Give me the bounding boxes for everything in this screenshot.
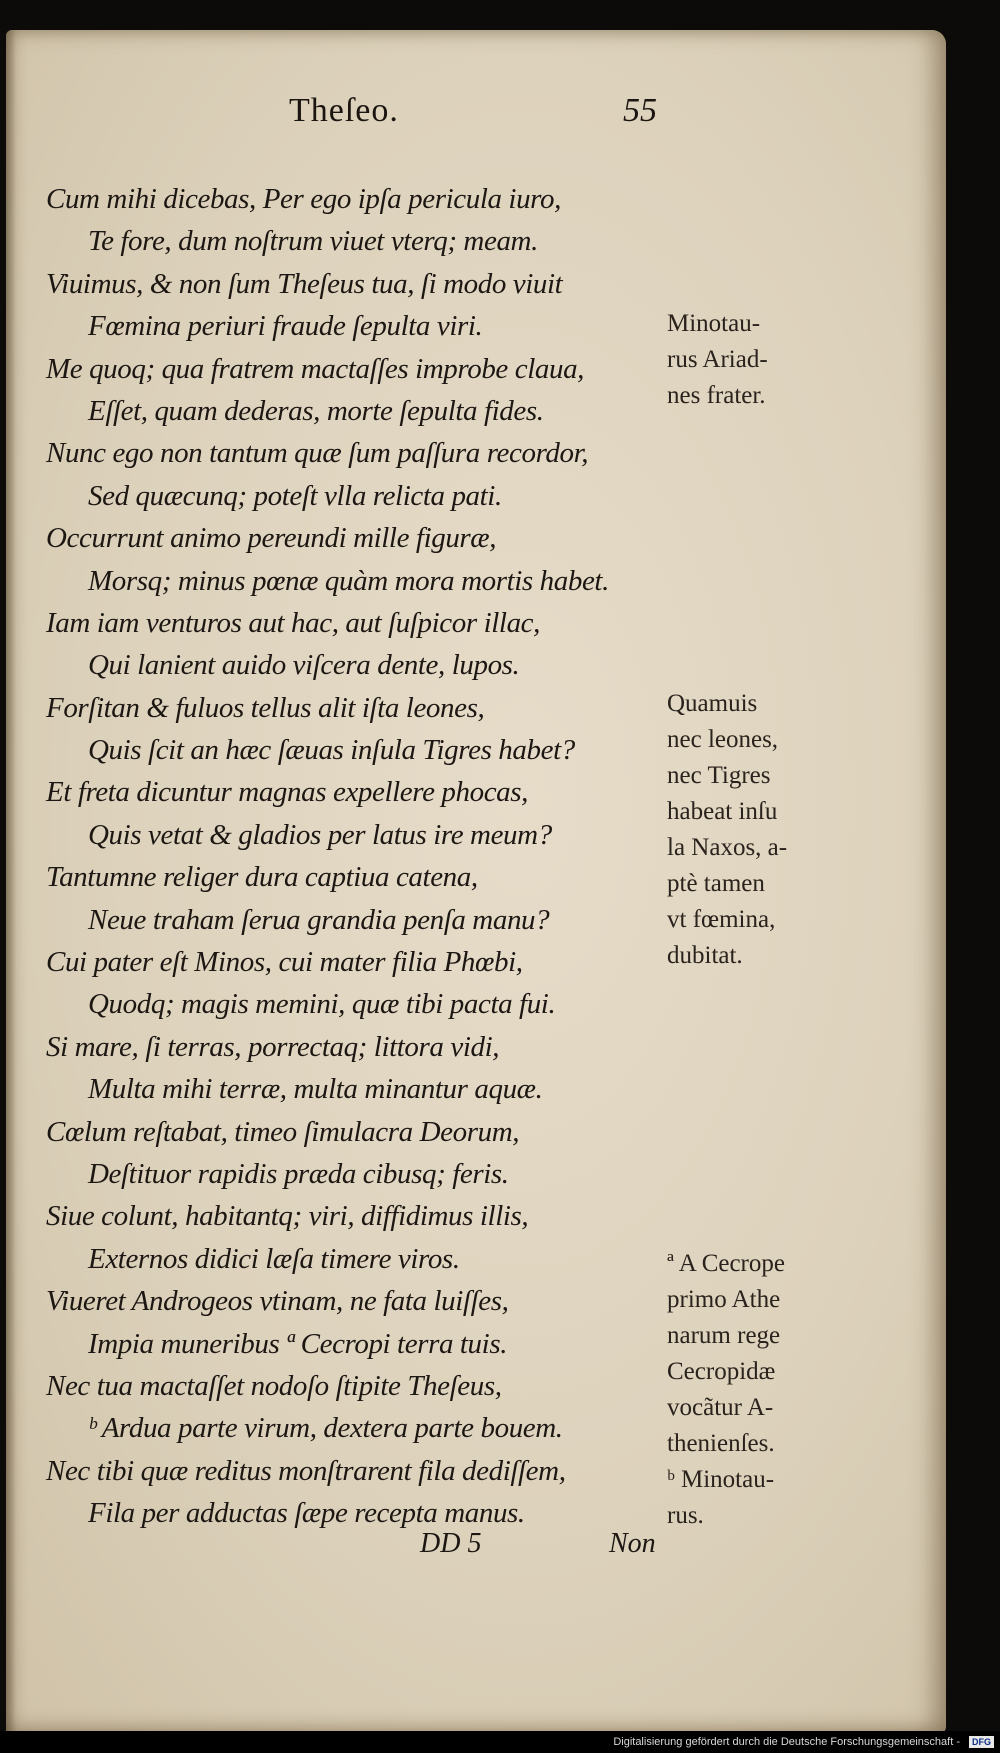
- verse-line: Cui pater eſt Minos, cui mater filia Phœbi,: [46, 946, 523, 979]
- verse-line: Viuimus, & non ſum Theſeus tua, ſi modo viuit: [46, 267, 563, 300]
- marginal-note-line: nec leones,: [667, 726, 779, 753]
- verse-line: Externos didici læſa timere viros.: [88, 1242, 460, 1275]
- verse-line: Eſſet, quam dederas, morte ſepulta fides.: [88, 394, 544, 427]
- marginal-note-line: vt fœmina,: [667, 906, 776, 933]
- marginal-note-line: dubitat.: [667, 942, 743, 969]
- verse-line: Impia muneribus ª Cecropi terra tuis.: [88, 1327, 508, 1360]
- marginal-note-line: rus.: [667, 1502, 704, 1529]
- marginal-note-line: Quamuis: [667, 690, 758, 717]
- marginal-note-line: ª A Cecrope: [667, 1250, 785, 1277]
- marginal-note-line: Cecropidæ: [667, 1358, 776, 1385]
- marginal-note-line: thenienſes.: [667, 1430, 775, 1457]
- verse-line: Occurrunt animo pereundi mille figuræ,: [46, 522, 497, 555]
- verse-line: Fœmina periuri fraude ſepulta viri.: [88, 310, 483, 343]
- marginal-note-quamuis: [667, 686, 787, 974]
- marginal-note-line: vocãtur A-: [667, 1394, 774, 1421]
- verse-line: Si mare, ſi terras, porrectaq; littora vidi,: [46, 1030, 500, 1063]
- verse-line: Forſitan & fuluos tellus alit iſta leones,: [46, 691, 485, 724]
- verse-line: Nec tibi quæ reditus monſtrarent fila dediſſem,: [46, 1454, 566, 1487]
- verse-line: Viueret Androgeos vtinam, ne fata luiſſes,: [46, 1285, 509, 1318]
- verse-line: Siue colunt, habitantq; viri, diffidimus illis,: [46, 1200, 529, 1233]
- funding-notice: Digitalisierung gefördert durch die Deutsche Forschungsgemeinschaft -: [613, 1736, 960, 1748]
- verse-line: Morsq; minus pœnæ quàm mora mortis habet.: [88, 564, 609, 597]
- verse-line: Nec tua mactaſſet nodoſo ſtipite Theſeus,: [46, 1369, 502, 1402]
- marginal-note-cecrope: [667, 1246, 785, 1534]
- marginal-note-line: primo Athe: [667, 1286, 781, 1313]
- digitization-footer: [0, 1731, 1000, 1753]
- verse-line: Cœlum reſtabat, timeo ſimulacra Deorum,: [46, 1115, 520, 1148]
- running-head: [6, 92, 946, 132]
- page-footer-catchwords: [6, 1528, 946, 1568]
- marginal-note-line: habeat inſu: [667, 798, 778, 825]
- verse-line: Quodq; magis memini, quæ tibi pacta fui.: [88, 988, 556, 1021]
- verse-line: Multa mihi terræ, multa minantur aquæ.: [88, 1073, 543, 1106]
- page-number: 55: [623, 92, 657, 129]
- book-page: [6, 30, 946, 1736]
- verse-text: [46, 178, 686, 1535]
- verse-line: Cum mihi dicebas, Per ego ipſa pericula iuro,: [46, 183, 561, 215]
- verse-line: Te fore, dum noſtrum viuet vterq; meam.: [88, 225, 538, 258]
- marginal-note-line: nec Tigres: [667, 762, 771, 789]
- marginal-note-line: nes frater.: [667, 382, 766, 409]
- marginal-note-minotaurus: [667, 306, 768, 414]
- verse-line: ᵇ Ardua parte virum, dextera parte bouem.: [88, 1412, 563, 1445]
- verse-line: Tantumne religer dura captiua catena,: [46, 861, 478, 894]
- verse-line: Nunc ego non tantum quæ ſum paſſura recordor,: [46, 437, 589, 470]
- verse-line: Quis vetat & gladios per latus ire meum?: [88, 818, 552, 851]
- verse-line: Qui lanient auido viſcera dente, lupos.: [88, 649, 520, 682]
- verse-line: Sed quæcunq; poteſt vlla relicta pati.: [88, 479, 502, 512]
- verse-line: Neue traham ſerua grandia penſa manu?: [88, 903, 550, 936]
- marginal-note-line: narum rege: [667, 1322, 781, 1349]
- verse-line: Fila per adductas ſæpe recepta manus.: [88, 1497, 525, 1530]
- marginal-note-line: rus Ariad-: [667, 346, 768, 373]
- verse-line: Quis ſcit an hæc ſæuas inſula Tigres habet?: [88, 734, 575, 767]
- marginal-note-line: la Naxos, a-: [667, 834, 788, 861]
- catchword: Non: [609, 1528, 656, 1559]
- marginal-note-line: ᵇ Minotau-: [667, 1466, 775, 1493]
- verse-line: Et freta dicuntur magnas expellere phocas,: [46, 776, 529, 809]
- dfg-logo: DFG: [969, 1736, 994, 1748]
- running-head-title: Theſeo.: [289, 92, 399, 129]
- verse-line: Iam iam venturos aut hac, aut ſuſpicor illac,: [46, 606, 541, 639]
- verse-line: Deſtituor rapidis præda cibusq; feris.: [88, 1157, 509, 1190]
- signature-mark: DD 5: [420, 1528, 482, 1559]
- verse-line: Me quoq; qua fratrem mactaſſes improbe claua,: [46, 352, 585, 385]
- marginal-note-line: Minotau-: [667, 310, 761, 337]
- marginal-note-line: ptè tamen: [667, 870, 765, 897]
